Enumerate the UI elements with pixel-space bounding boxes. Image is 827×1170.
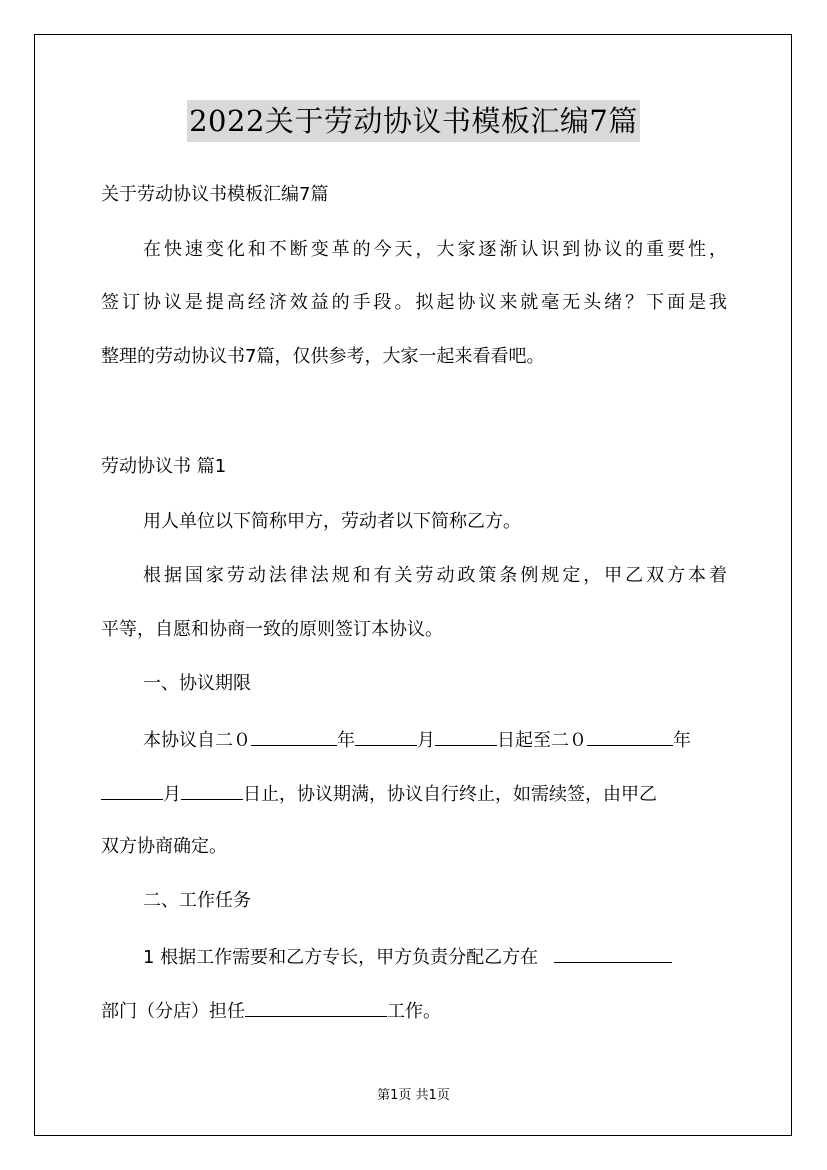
year2-label: 年 — [673, 730, 691, 751]
intro-line-2: 签订协议是提高经济效益的手段。拟起协议来就毫无头绪？下面是我 — [101, 292, 727, 313]
task-line-2 — [101, 998, 727, 1024]
day-blank — [435, 727, 497, 746]
heading-task: 二、工作任务 — [143, 890, 251, 911]
month2-blank — [101, 781, 163, 800]
year-label: 年 — [337, 730, 355, 751]
position-blank — [245, 998, 387, 1017]
day2-blank — [181, 781, 243, 800]
term-line-1 — [143, 727, 727, 753]
title-wrap — [0, 100, 827, 142]
day-until-label: 日起至二０ — [497, 730, 587, 751]
year-blank — [251, 727, 337, 746]
term-line-3: 双方协商确定。 — [101, 836, 227, 857]
paragraph-2-line-2: 平等，自愿和协商一致的原则签订本协议。 — [101, 619, 443, 640]
term-tail: 日止，协议期满，协议自行终止，如需续签，由甲乙 — [243, 784, 657, 805]
term-text-start: 本协议自二０ — [143, 730, 251, 751]
task-line-1 — [143, 944, 727, 970]
task-text-start: 1 根据工作需要和乙方专长，甲方负责分配乙方在 — [143, 947, 539, 968]
task-text-dept: 部门（分店）担任 — [101, 1001, 245, 1022]
department-blank — [554, 944, 672, 963]
task-text-end: 工作。 — [387, 1001, 441, 1022]
year2-blank — [587, 727, 673, 746]
paragraph-1: 用人单位以下简称甲方，劳动者以下简称乙方。 — [143, 511, 521, 532]
heading-term: 一、协议期限 — [143, 673, 251, 694]
month-label: 月 — [417, 730, 435, 751]
subtitle: 关于劳动协议书模板汇编7篇 — [101, 184, 329, 205]
intro-line-3: 整理的劳动协议书7篇，仅供参考，大家一起来看看吧。 — [101, 346, 545, 367]
document-title: 2022关于劳动协议书模板汇编7篇 — [187, 100, 640, 142]
intro-line-1: 在快速变化和不断变革的今天，大家逐渐认识到协议的重要性， — [143, 239, 727, 260]
term-line-2 — [101, 781, 727, 807]
section-heading: 劳动协议书 篇1 — [101, 456, 227, 477]
month-blank — [355, 727, 417, 746]
paragraph-2-line-1: 根据国家劳动法律法规和有关劳动政策条例规定，甲乙双方本着 — [143, 565, 727, 586]
month2-label: 月 — [163, 784, 181, 805]
page-footer: 第1页 共1页 — [377, 1088, 450, 1103]
